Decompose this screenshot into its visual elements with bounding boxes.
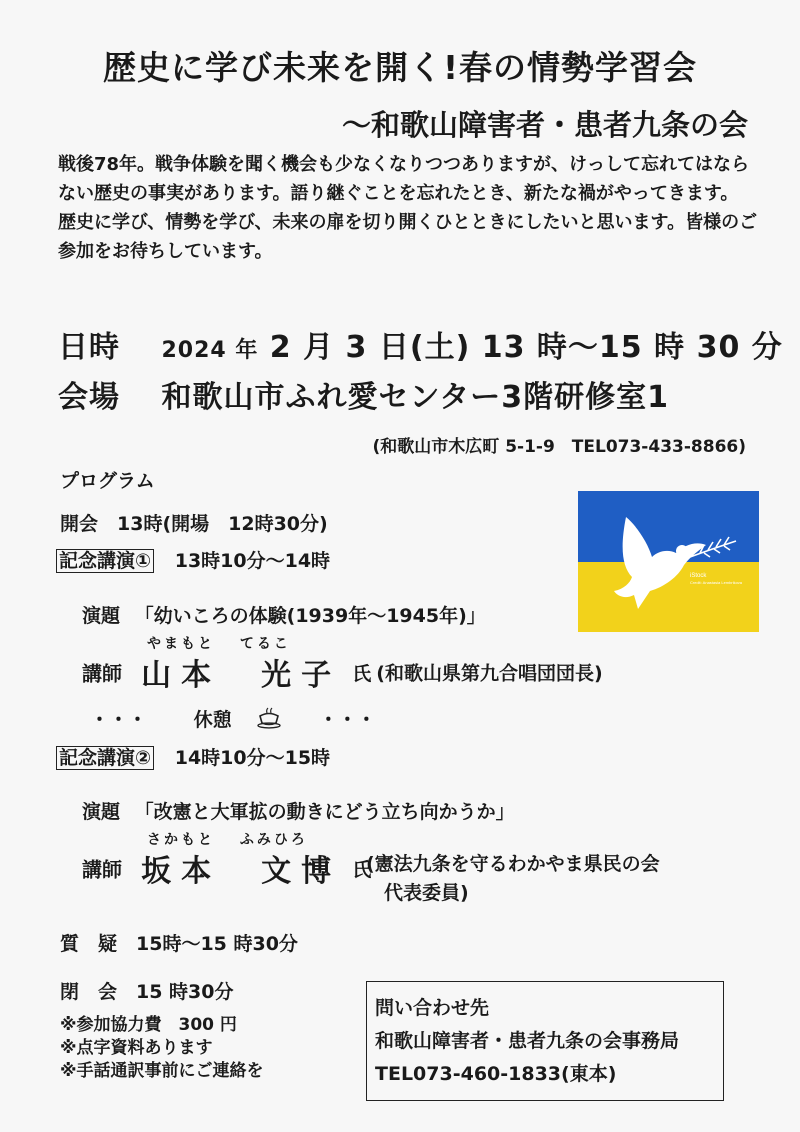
lecture1-speaker-suffix: 氏	[352, 662, 372, 685]
lecture1-speaker-row	[82, 650, 603, 694]
watermark-line-2: Credit: Anastasia Lembrikova	[690, 580, 743, 585]
break-dots-right: ・・・	[318, 709, 376, 731]
page-title: 歴史に学び未来を開く!春の情勢学習会	[102, 48, 698, 87]
program-heading: プログラム	[60, 470, 155, 492]
notes-list	[60, 1014, 264, 1083]
lecture2-badge: 記念講演②	[56, 746, 154, 770]
break-label: 休憩	[193, 709, 232, 731]
page-subtitle: 〜和歌山障害者・患者九条の会	[341, 108, 748, 142]
lecture1-topic: 「幼いころの体験(1939年〜1945年)」	[134, 605, 486, 627]
date-year: 2024 年	[161, 338, 259, 363]
event-venue-row	[58, 372, 669, 416]
lecture2-header	[56, 743, 330, 770]
lecture1-header	[56, 546, 330, 573]
venue-address: (和歌山市木広町 5-1-9 TEL073-433-8866)	[372, 437, 746, 457]
lecture1-speaker-label: 講師	[82, 661, 122, 686]
lecture2-speaker-affiliation-1: (憲法九条を守るわかやま県民の会	[366, 853, 660, 875]
event-date-row	[58, 322, 783, 366]
lecture2-speaker-suffix: 氏	[352, 858, 372, 881]
lecture2-topic-row	[82, 797, 515, 824]
lecture1-topic-label: 演題	[82, 605, 121, 627]
date-value: 2 月 3 日(土) 13 時〜15 時 30 分	[269, 330, 783, 365]
peace-dove-image	[578, 491, 759, 632]
contact-organization: 和歌山障害者・患者九条の会事務局	[375, 1030, 680, 1052]
lecture2-speaker-ruby: さかもと ふみひろ	[147, 832, 308, 848]
lecture1-speaker-affiliation: (和歌山県第九合唱団団長)	[376, 662, 603, 685]
intro-paragraph-2: 歴史に学び、情勢を学び、未来の扉を切り開くひとときにしたいと思います。皆様のご参加をお待ちしています。	[58, 212, 758, 262]
program-opening: 開会 13時(開場 12時30分)	[60, 513, 328, 535]
tea-cup-icon	[256, 707, 282, 734]
contact-heading: 問い合わせ先	[375, 997, 490, 1019]
dove-flag-graphic	[578, 491, 759, 632]
lecture2-speaker-affiliation-2: 代表委員)	[384, 882, 469, 904]
lecture1-topic-row	[82, 601, 486, 628]
lecture1-time: 13時10分〜14時	[174, 550, 331, 572]
date-label: 日時	[58, 330, 120, 365]
lecture1-speaker-name: 山本 光子	[141, 658, 342, 693]
contact-box	[366, 981, 724, 1101]
lecture2-speaker-name: 坂本 文博	[141, 854, 342, 889]
break-row	[90, 705, 376, 734]
note-fee: ※参加協力費 300 円	[60, 1015, 237, 1035]
lecture2-time: 14時10分〜15時	[174, 747, 331, 769]
lecture2-topic: 「改憲と大軍拡の動きにどう立ち向かうか」	[134, 801, 515, 823]
program-qa: 質 疑 15時〜15 時30分	[60, 933, 298, 955]
lecture2-speaker-row	[82, 846, 371, 890]
break-dots-left: ・・・	[90, 709, 148, 731]
lecture2-speaker-label: 講師	[82, 857, 122, 882]
lecture1-badge: 記念講演①	[56, 549, 154, 573]
note-sign-language: ※手話通訳事前にご連絡を	[60, 1061, 264, 1081]
watermark-line-1: iStock	[690, 573, 707, 579]
intro-paragraph-1: 戦後78年。戦争体験を聞く機会も少なくなりつつありますが、けっして忘れてはならない歴史の事実があります。語り継ぐことを忘れたとき、新たな禍がやってきます。	[58, 154, 750, 204]
venue-label: 会場	[58, 380, 120, 415]
lecture2-topic-label: 演題	[82, 801, 121, 823]
lecture1-speaker-ruby: やまもと てるこ	[147, 636, 291, 652]
contact-phone: TEL073-460-1833(東本)	[375, 1063, 617, 1085]
program-closing: 閉 会 15 時30分	[60, 981, 234, 1003]
note-braille: ※点字資料あります	[60, 1038, 213, 1058]
venue-value: 和歌山市ふれ愛センター3階研修室1	[161, 380, 670, 415]
intro-text	[58, 150, 758, 266]
